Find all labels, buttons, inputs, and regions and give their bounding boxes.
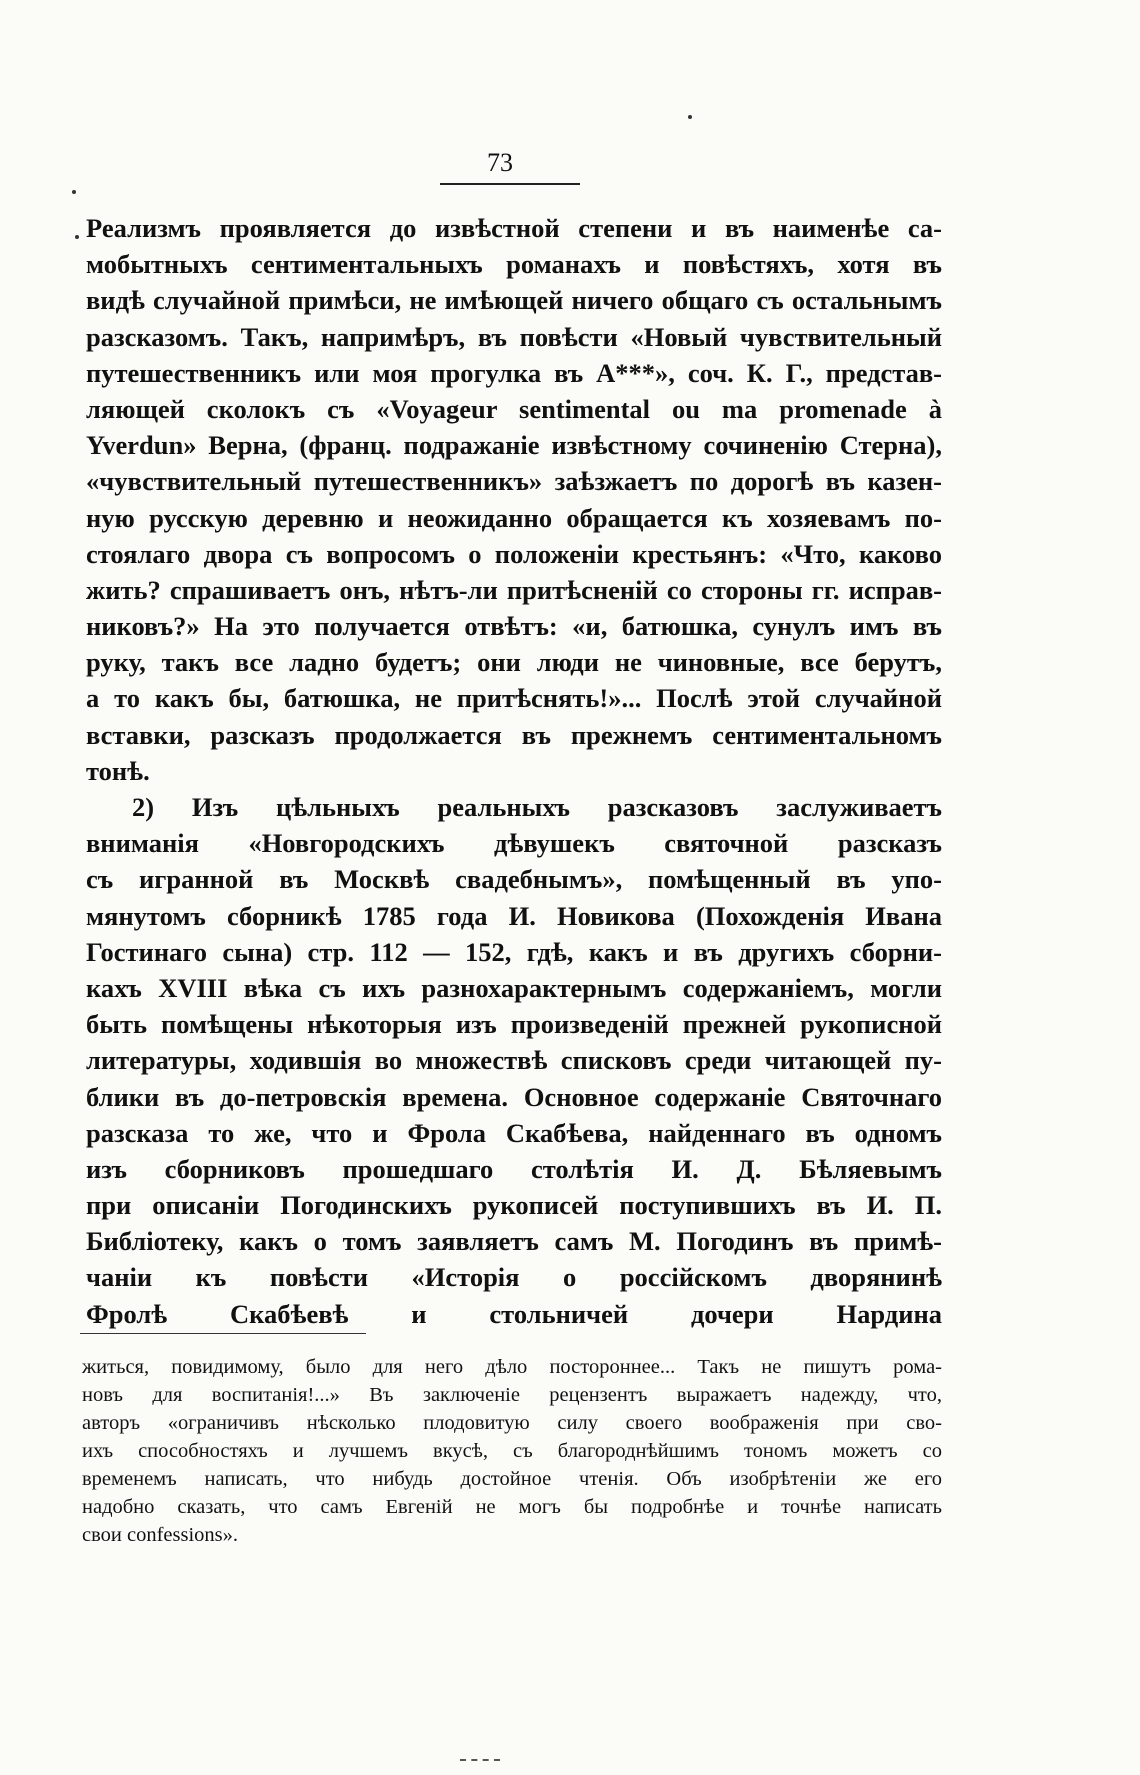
text-line: Библіотеку, какъ о томъ заявляетъ самъ М. Погодинъ въ примѣ- <box>86 1226 942 1257</box>
text-line: никовъ?» На это получается отвѣтъ: «и, батюшка, сунулъ имъ въ <box>86 611 942 642</box>
text-line: Реализмъ проявляется до извѣстной степени и въ наименѣе са- <box>86 213 942 243</box>
text-line: съ игранной въ Москвѣ свадебнымъ», помѣщенный въ упо- <box>86 864 942 895</box>
text-line: кахъ XVIII вѣка съ ихъ разнохарактернымъ содержаніемъ, могли <box>86 972 942 1003</box>
page-number: 73 <box>487 148 513 177</box>
text-line: мобытныхъ сентиментальныхъ романахъ и повѣстяхъ, хотя въ <box>86 249 942 280</box>
margin-dot <box>72 190 76 194</box>
text-line: блики въ до-петровскія времена. Основное содержаніе Святочнаго <box>86 1081 942 1112</box>
text-line: стоялаго двора съ вопросомъ о положеніи крестьянъ: «Что, каково <box>86 538 942 569</box>
text-line: вставки, разсказъ продолжается въ прежнемъ сентиментальномъ <box>86 719 942 750</box>
text-line: «чувствительный путешественникъ» заѣзжаетъ по дорогѣ въ казен- <box>86 466 942 497</box>
text-line: быть помѣщены нѣкоторыя изъ произведеній прежней рукописной <box>86 1009 942 1040</box>
text-line: руку, такъ все ладно будетъ; они люди не чиновные, все берутъ, <box>86 647 942 678</box>
bottom-scan-mark <box>460 1756 500 1761</box>
footnote-line: новъ для воспитанія!...» Въ заключеніе рецензентъ выражаетъ надежду, что, <box>82 1384 942 1406</box>
text-line: ляющей сколокъ съ «Voyageur sentimental ou ma promenade à <box>86 393 942 424</box>
text-line: путешественникъ или моя прогулка въ А***», соч. К. Г., представ- <box>86 357 942 388</box>
text-line: разсказа то же, что и Фрола Скабѣева, найденнаго въ одномъ <box>86 1117 942 1148</box>
text-line: ную русскую деревню и неожиданно обращается къ хозяевамъ по- <box>86 502 942 533</box>
text-line: Гостинаго сына) стр. 112 — 152, гдѣ, какъ и въ другихъ сборни- <box>86 936 942 967</box>
text-line: жить? спрашиваетъ онъ, нѣтъ-ли притѣсненій со стороны гг. исправ- <box>86 574 942 605</box>
footnote-rule <box>80 1333 366 1334</box>
text-line: Фролѣ Скабѣевѣ и стольничей дочери Нардина <box>86 1298 942 1329</box>
text-line: изъ сборниковъ прошедшаго столѣтія И. Д. Бѣляевымъ <box>86 1153 942 1184</box>
footnote-line: авторъ «ограничивъ нѣсколько плодовитую силу своего воображенія при сво- <box>82 1412 942 1434</box>
text-line: вниманія «Новгородскихъ дѣвушекъ святочной разсказъ <box>86 828 942 859</box>
main-text <box>86 210 942 1332</box>
page-number-rule <box>440 183 580 185</box>
text-line: 2) Изъ цѣльныхъ реальныхъ разсказовъ заслуживаетъ <box>132 792 942 822</box>
text-line: чаніи къ повѣсти «Исторія о россійскомъ дворянинѣ <box>86 1262 942 1293</box>
margin-dot <box>75 235 79 239</box>
footnote-line: надобно сказать, что самъ Евгеній не могъ бы подробнѣе и точнѣе написать <box>82 1496 942 1518</box>
text-line: видѣ случайной примѣси, не имѣющей ничего общаго съ остальнымъ <box>86 285 942 316</box>
footnote <box>82 1353 942 1549</box>
footnote-line: житься, повидимому, было для него дѣло постороннее... Такъ не пишутъ рома- <box>82 1356 942 1378</box>
footnote-line: ихъ способностяхъ и лучшемъ вкусѣ, съ благороднѣйшимъ тономъ можетъ со <box>82 1440 942 1462</box>
margin-dot <box>688 115 692 119</box>
text-line: мянутомъ сборникѣ 1785 года И. Новикова (Похожденія Ивана <box>86 900 942 931</box>
text-line: при описаніи Погодинскихъ рукописей поступившихъ въ И. П. <box>86 1190 942 1221</box>
text-line: литературы, ходившія во множествѣ списковъ среди читающей пу- <box>86 1045 942 1076</box>
text-line: а то какъ бы, батюшка, не притѣснять!»... Послѣ этой случайной <box>86 683 942 714</box>
text-line: разсказомъ. Такъ, напримѣръ, въ повѣсти «Новый чувствительный <box>86 321 942 352</box>
text-line: тонѣ. <box>86 755 150 786</box>
text-line: Yverdun» Верна, (франц. подражаніе извѣстному сочиненію Стерна), <box>86 430 942 461</box>
footnote-line: свои confessions». <box>82 1524 239 1546</box>
footnote-line: временемъ написать, что нибудь достойное чтенія. Объ изобрѣтеніи же его <box>82 1468 942 1490</box>
